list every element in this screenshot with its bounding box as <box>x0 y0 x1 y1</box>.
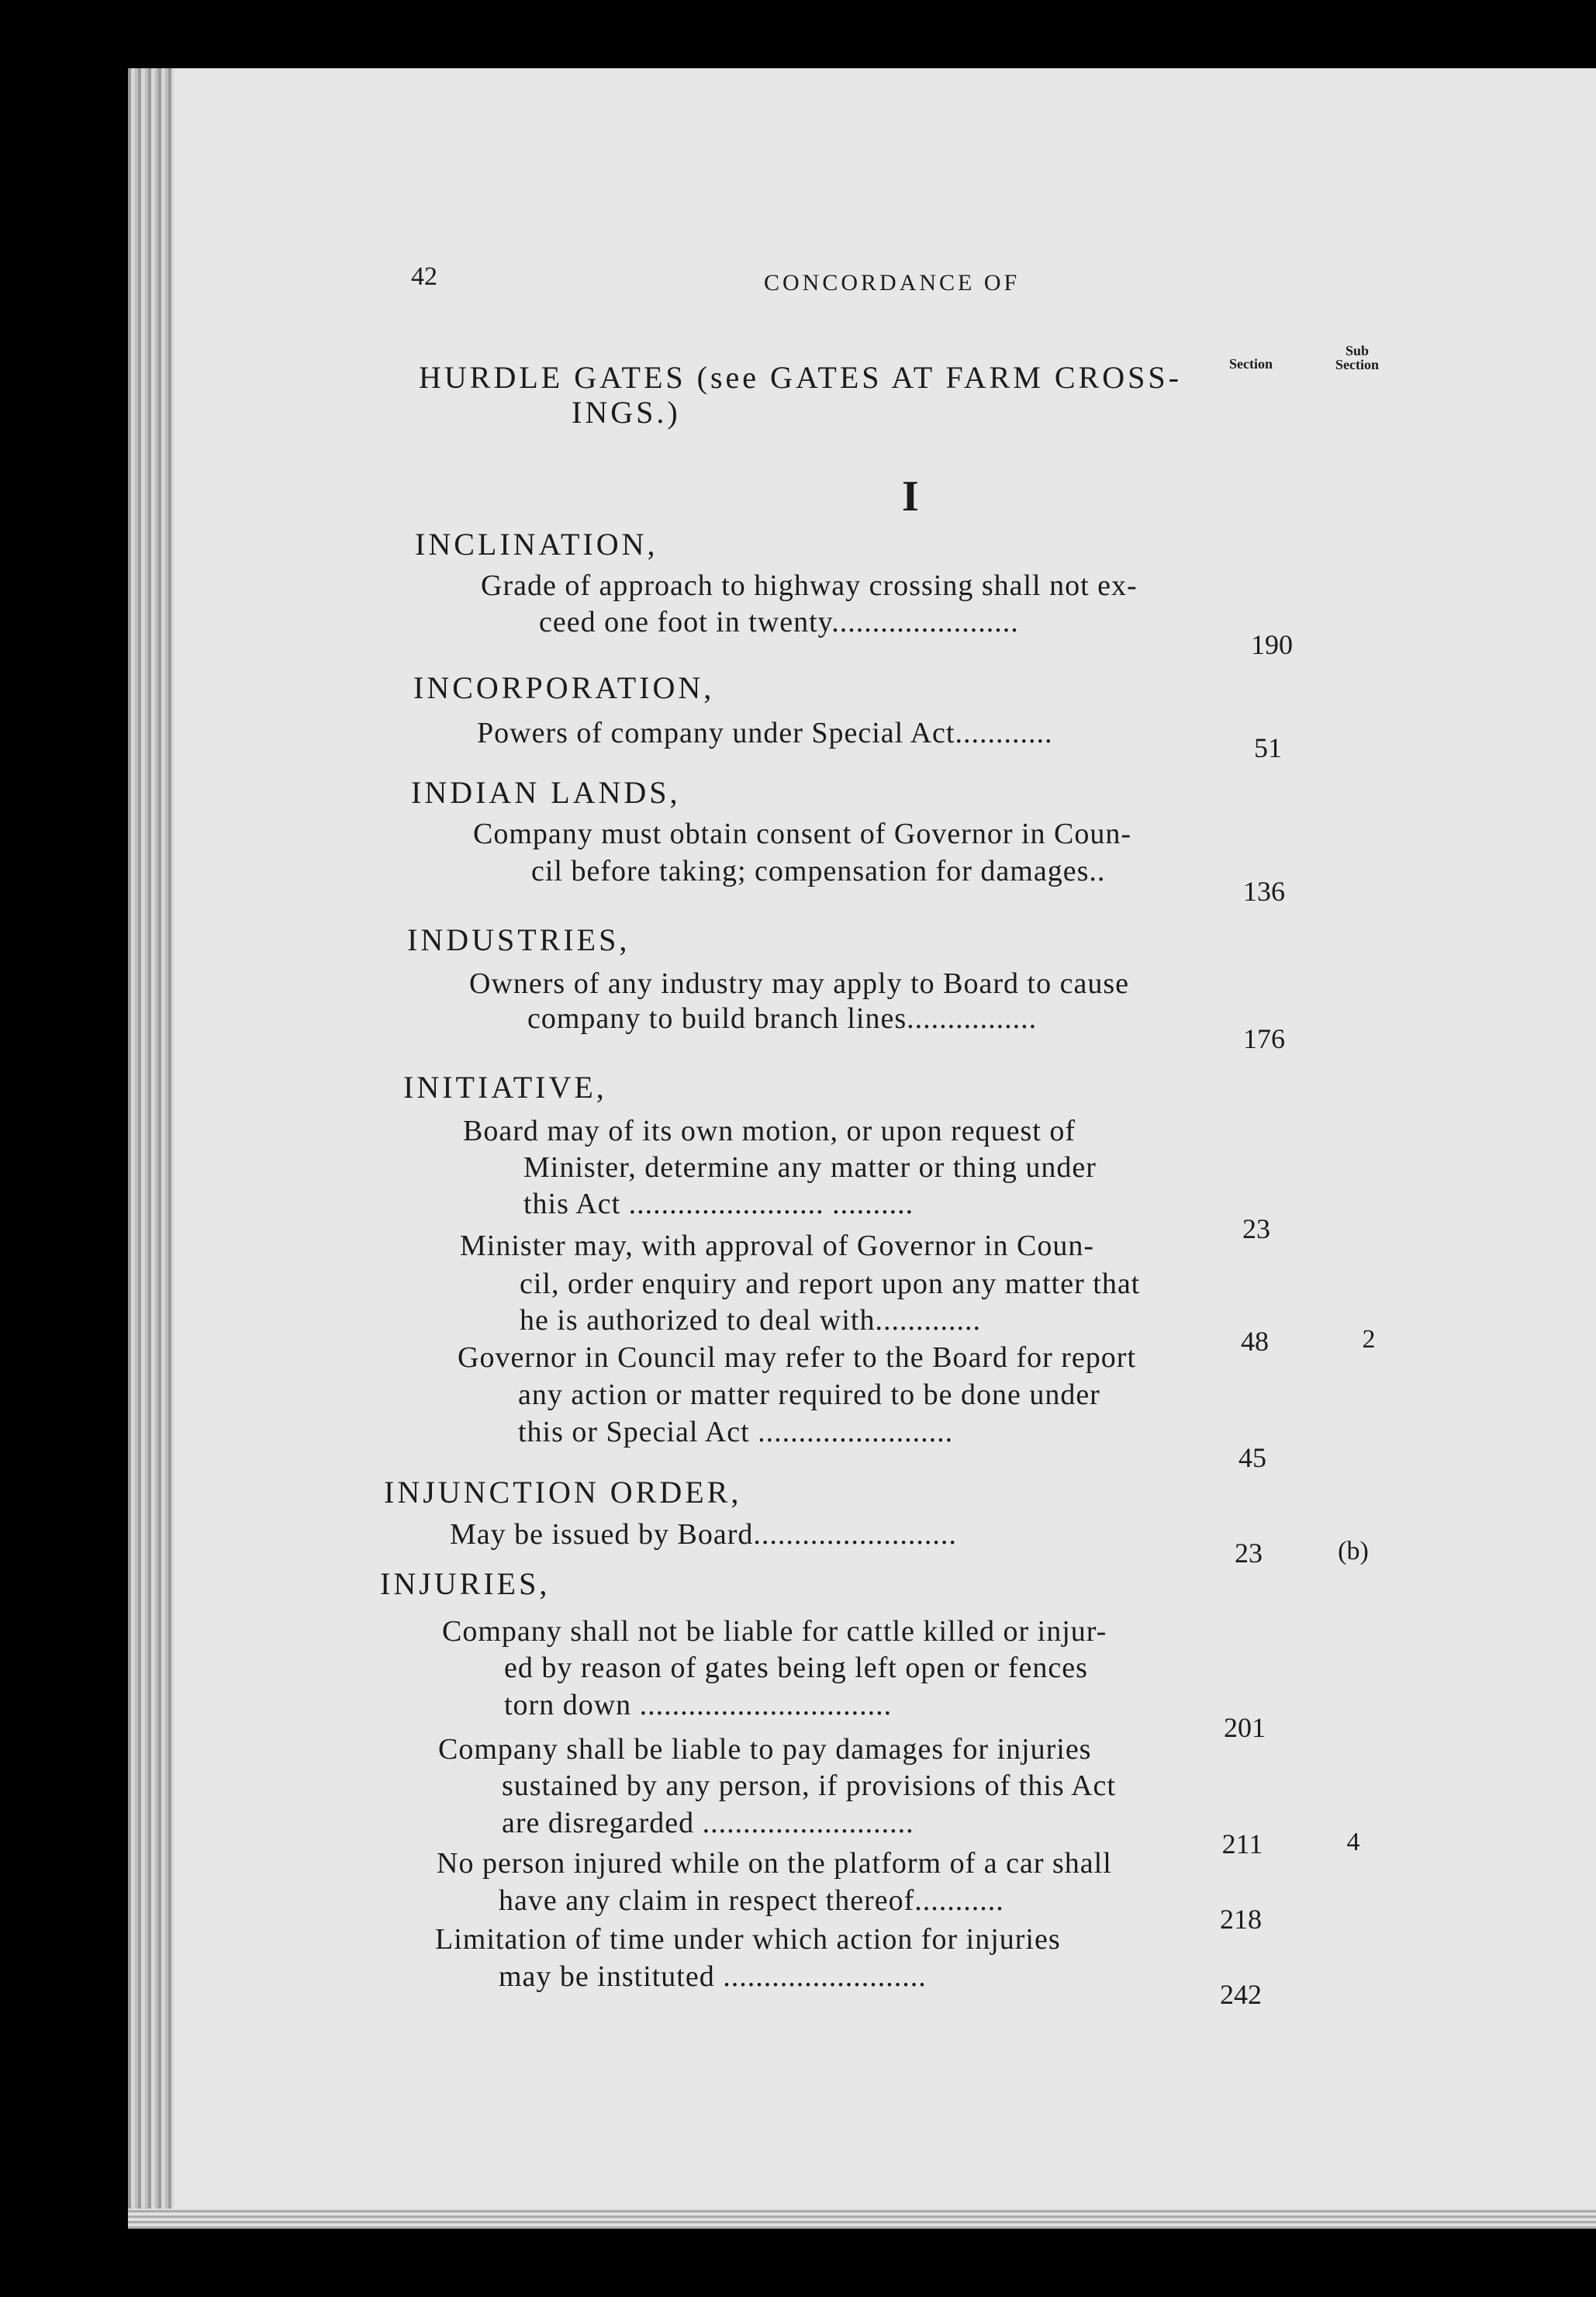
section-number: 23 <box>1242 1213 1270 1244</box>
entry-line: Minister, determine any matter or thing under <box>523 1151 1097 1184</box>
section-number: 242 <box>1220 1979 1262 2010</box>
section-number: 51 <box>1254 732 1282 763</box>
section-number: 218 <box>1220 1904 1262 1935</box>
entry-line: Owners of any industry may apply to Board to cause <box>469 967 1129 1000</box>
entry-line: ed by reason of gates being left open or fences <box>504 1652 1088 1684</box>
heading-incorporation: INCORPORATION, <box>413 670 715 705</box>
section-number: 176 <box>1243 1023 1285 1054</box>
entry-line: Grade of approach to highway crossing shall not ex- <box>481 569 1138 602</box>
entry-line: ceed one foot in twenty....................... <box>539 606 1019 638</box>
entry-line: company to build branch lines................ <box>527 1002 1038 1035</box>
column-header-sub-section <box>1330 344 1384 372</box>
entry-line: Company shall be liable to pay damages for injuries <box>438 1733 1092 1766</box>
page-edge <box>128 2209 1596 2229</box>
sub-section-number: 2 <box>1362 1325 1376 1354</box>
entry-line: are disregarded .......................... <box>502 1807 914 1839</box>
entry-line: Company must obtain consent of Governor in Coun- <box>473 818 1132 850</box>
entry-line: this Act ........................ .......... <box>523 1188 914 1220</box>
hurdle-gates-line2: INGS.) <box>572 395 681 430</box>
entry-line: No person injured while on the platform of a car shall <box>437 1847 1112 1880</box>
page-number: 42 <box>411 262 437 291</box>
entry-line: have any claim in respect thereof........... <box>499 1884 1004 1917</box>
entry-line: torn down ............................... <box>504 1689 893 1721</box>
section-number: 45 <box>1238 1442 1266 1473</box>
section-letter: I <box>902 472 919 521</box>
heading-initiative: INITIATIVE, <box>403 1070 607 1105</box>
entry-line: cil before taking; compensation for damages.. <box>531 855 1106 887</box>
column-header-sub-line2: Section <box>1335 357 1379 372</box>
entry-line: cil, order enquiry and report upon any matter that <box>520 1268 1141 1300</box>
entry-line: Limitation of time under which action for injuries <box>435 1923 1061 1956</box>
column-header-section: Section <box>1229 356 1273 372</box>
entry-line: Company shall not be liable for cattle killed or injur- <box>442 1615 1107 1648</box>
page-binding <box>128 68 174 2229</box>
entry-line: Board may of its own motion, or upon request of <box>463 1115 1076 1147</box>
entry-line: sustained by any person, if provisions of this Act <box>502 1769 1116 1802</box>
entry-line: any action or matter required to be done under <box>518 1379 1100 1411</box>
section-number: 201 <box>1224 1712 1266 1743</box>
entry-line: he is authorized to deal with............. <box>520 1304 981 1337</box>
section-number: 136 <box>1243 876 1285 907</box>
running-title: CONCORDANCE OF <box>764 270 1021 296</box>
heading-injuries: INJURIES, <box>380 1566 551 1601</box>
sub-section-number: (b) <box>1338 1537 1369 1565</box>
entry-line: this or Special Act ........................ <box>518 1416 954 1448</box>
section-number: 23 <box>1235 1538 1263 1569</box>
sub-section-number: 4 <box>1346 1828 1360 1856</box>
entry-line: may be instituted ......................... <box>499 1960 927 1993</box>
heading-industries: INDUSTRIES, <box>407 922 630 957</box>
column-header-sub-line1: Sub <box>1345 343 1370 358</box>
entry-line: Powers of company under Special Act............ <box>477 717 1053 749</box>
heading-indian-lands: INDIAN LANDS, <box>411 775 681 810</box>
entry-line: Governor in Council may refer to the Board for report <box>458 1341 1137 1374</box>
book-page <box>128 68 1596 2229</box>
heading-inclination: INCLINATION, <box>415 527 658 562</box>
heading-injunction-order: INJUNCTION ORDER, <box>384 1475 742 1510</box>
hurdle-gates-line1: HURDLE GATES (see GATES AT FARM CROSS- <box>419 360 1182 395</box>
section-number: 211 <box>1221 1828 1263 1859</box>
entry-line: May be issued by Board......................... <box>450 1518 957 1551</box>
section-number: 48 <box>1241 1326 1269 1357</box>
entry-line: Minister may, with approval of Governor in Coun- <box>460 1230 1095 1262</box>
section-number: 190 <box>1251 629 1293 660</box>
